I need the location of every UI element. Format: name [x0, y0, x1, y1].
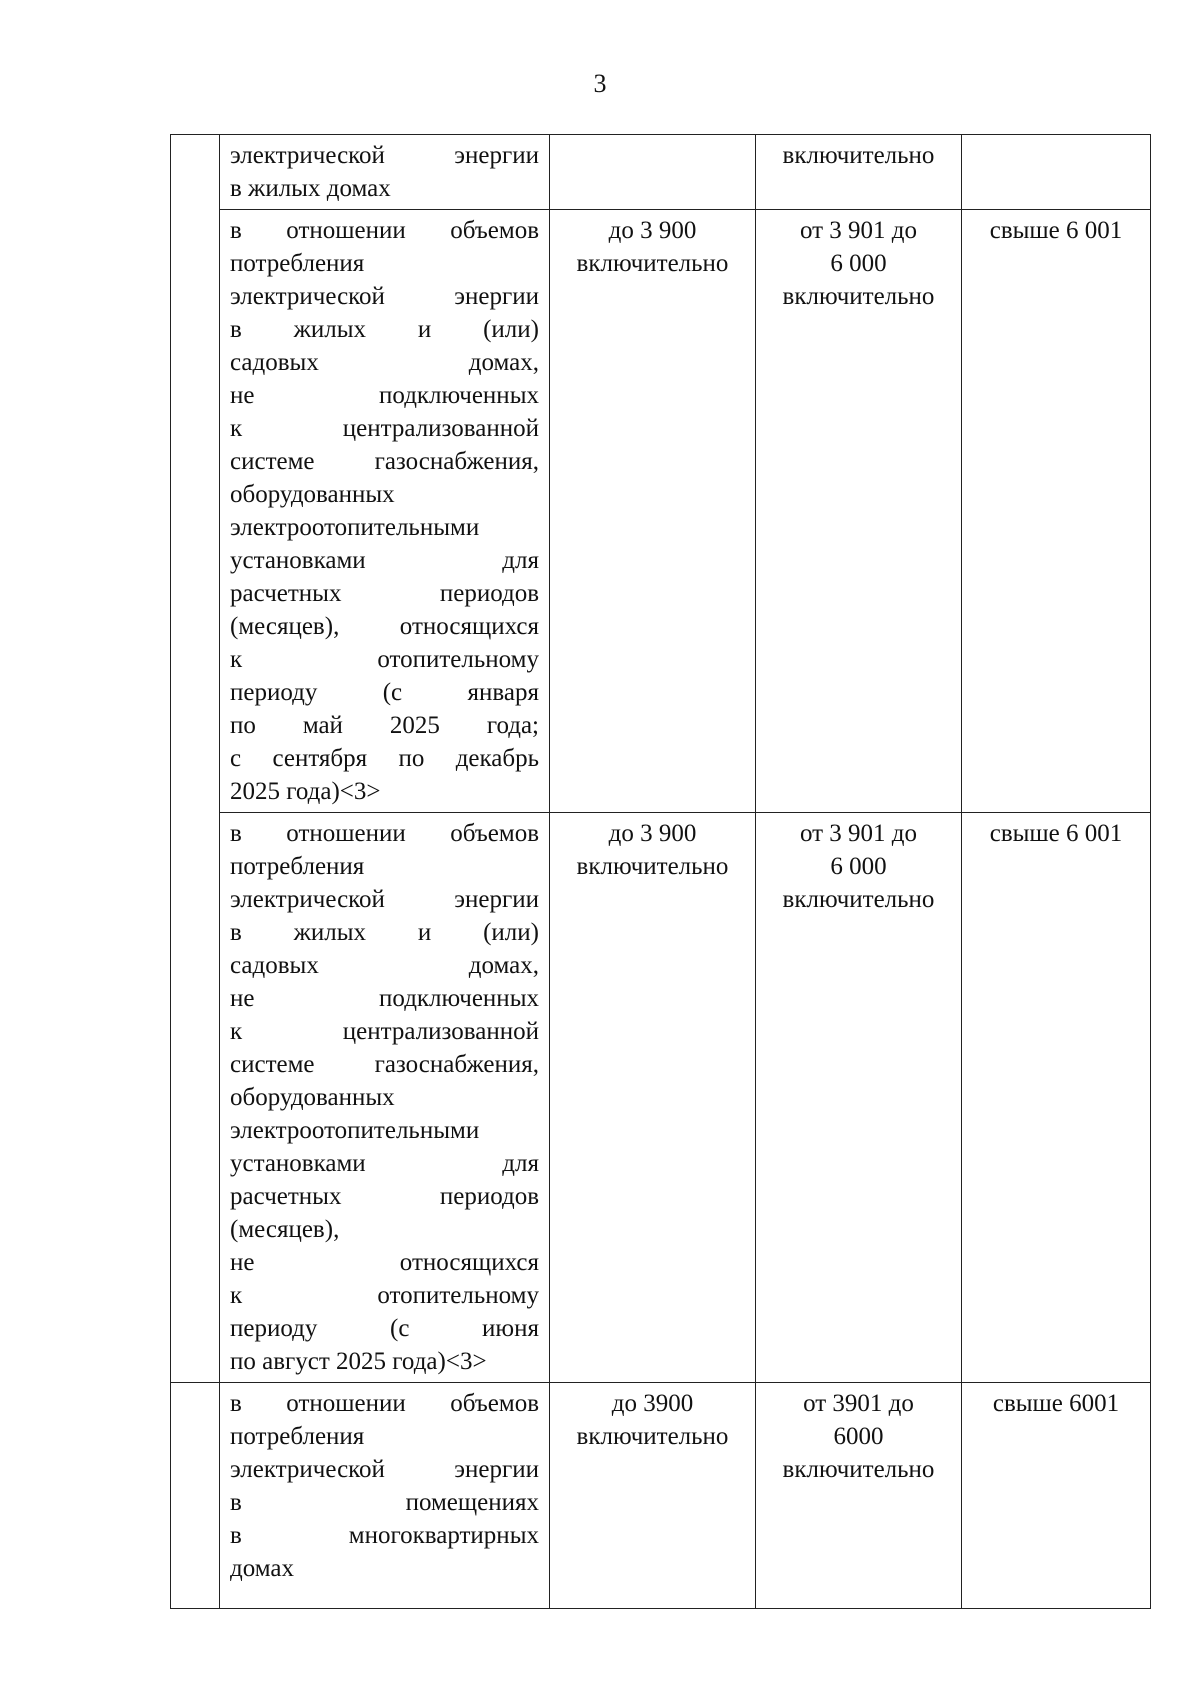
value-line: до 3900 — [611, 1390, 694, 1417]
tariff-table — [170, 134, 1151, 1609]
value-line: включительно — [782, 886, 935, 913]
description-cell — [220, 1383, 550, 1609]
value-line: включительно — [576, 853, 729, 880]
table-row — [171, 210, 1151, 813]
table-row — [171, 813, 1151, 1383]
table-row — [171, 1383, 1151, 1609]
description-line: установками для — [230, 1150, 539, 1177]
description-line: не подключенных — [230, 382, 539, 409]
description-line: не подключенных — [230, 985, 539, 1012]
description-line: в жилых и (или) — [230, 919, 539, 946]
value-line: включительно — [576, 1423, 729, 1450]
range-mid-cell — [756, 210, 962, 813]
value-line: от 3 901 до — [799, 820, 918, 847]
row-number-cell — [171, 135, 220, 1383]
range-mid-cell — [756, 813, 962, 1383]
range-high-cell — [962, 210, 1151, 813]
description-line: периоду (с июня — [230, 1315, 539, 1342]
description-line: по август 2025 года)<3> — [230, 1348, 487, 1375]
description-line: электрической энергии — [230, 1456, 539, 1483]
description-line: потребления — [230, 250, 365, 277]
description-line: садовых домах, — [230, 952, 539, 979]
description-line: потребления — [230, 1423, 365, 1450]
value-line: свыше 6001 — [992, 1390, 1120, 1417]
value-line: включительно — [576, 250, 729, 277]
range-mid-cell — [756, 135, 962, 210]
row-number-cell — [171, 1383, 220, 1609]
description-cell — [220, 210, 550, 813]
description-line: системе газоснабжения, — [230, 1051, 539, 1078]
value-line: включительно — [782, 283, 935, 310]
value-line: 6 000 — [830, 250, 887, 277]
description-line: к централизованной — [230, 415, 539, 442]
description-line: к централизованной — [230, 1018, 539, 1045]
description-line: в отношении объемов — [230, 1390, 539, 1417]
range-high-cell — [962, 135, 1151, 210]
description-line: с сентября по декабрь — [230, 745, 539, 772]
description-line: 2025 года)<3> — [230, 778, 381, 805]
range-low-cell — [550, 813, 756, 1383]
description-line: системе газоснабжения, — [230, 448, 539, 475]
range-low-cell — [550, 1383, 756, 1609]
value-line: свыше 6 001 — [989, 820, 1123, 847]
description-line: к отопительному — [230, 1282, 539, 1309]
range-high-cell — [962, 813, 1151, 1383]
description-line: не относящихся — [230, 1249, 539, 1276]
description-line: оборудованных — [230, 1084, 395, 1111]
value-line: 6000 — [833, 1423, 884, 1450]
description-line: (месяцев), относящихся — [230, 613, 539, 640]
description-line: (месяцев), — [230, 1216, 340, 1243]
description-line: электрической энергии — [230, 886, 539, 913]
value-line: свыше 6 001 — [989, 217, 1123, 244]
description-line: домах — [230, 1555, 294, 1582]
description-line: установками для — [230, 547, 539, 574]
description-line: в жилых домах — [230, 175, 391, 202]
description-line: потребления — [230, 853, 365, 880]
description-cell — [220, 813, 550, 1383]
value-line: до 3 900 — [608, 820, 697, 847]
description-line: расчетных периодов — [230, 580, 539, 607]
description-line: расчетных периодов — [230, 1183, 539, 1210]
description-cell — [220, 135, 550, 210]
value-line: от 3901 до — [803, 1390, 914, 1417]
description-line: оборудованных — [230, 481, 395, 508]
value-line: до 3 900 — [608, 217, 697, 244]
value-line: 6 000 — [830, 853, 887, 880]
value-line: включительно — [782, 142, 935, 169]
description-line: электроотопительными — [230, 1117, 480, 1144]
description-line: по май 2025 года; — [230, 712, 539, 739]
description-line: электрической энергии — [230, 142, 539, 169]
description-line: периоду (с января — [230, 679, 539, 706]
description-line: электроотопительными — [230, 514, 480, 541]
description-line: к отопительному — [230, 646, 539, 673]
range-low-cell — [550, 210, 756, 813]
page-number: 3 — [593, 69, 607, 98]
range-high-cell — [962, 1383, 1151, 1609]
description-line: в помещениях — [230, 1489, 539, 1516]
table-row — [171, 135, 1151, 210]
value-line: включительно — [782, 1456, 935, 1483]
description-line: электрической энергии — [230, 283, 539, 310]
value-line: от 3 901 до — [799, 217, 918, 244]
range-low-cell — [550, 135, 756, 210]
description-line: в отношении объемов — [230, 820, 539, 847]
range-mid-cell — [756, 1383, 962, 1609]
description-line: в отношении объемов — [230, 217, 539, 244]
description-line: в жилых и (или) — [230, 316, 539, 343]
description-line: садовых домах, — [230, 349, 539, 376]
description-line: в многоквартирных — [230, 1522, 539, 1549]
